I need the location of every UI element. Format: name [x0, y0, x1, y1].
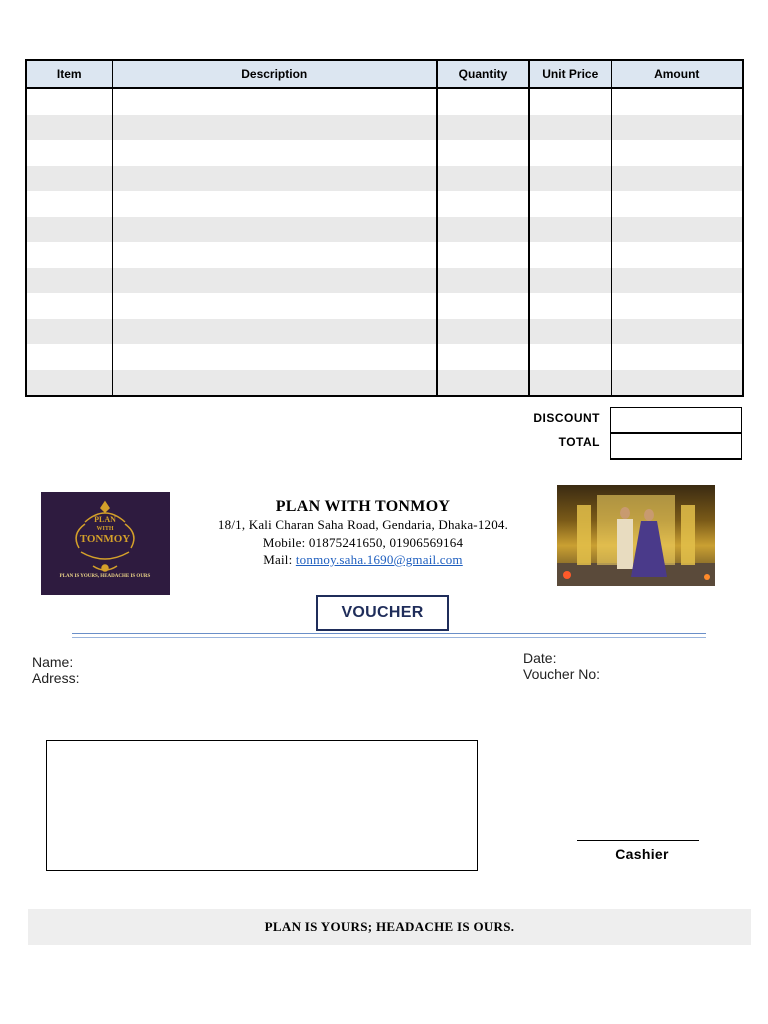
description-cell[interactable] [112, 191, 437, 217]
notes-box[interactable] [46, 740, 478, 871]
item-cell[interactable] [26, 140, 112, 166]
quantity-cell[interactable] [437, 140, 529, 166]
name-label: Name: [32, 654, 74, 670]
company-info [180, 498, 546, 569]
unit-price-cell[interactable] [529, 166, 611, 192]
item-cell[interactable] [26, 319, 112, 345]
amount-cell[interactable] [611, 88, 743, 115]
amount-cell[interactable] [611, 217, 743, 243]
col-header-unit-price: Unit Price [529, 60, 611, 88]
description-cell[interactable] [112, 217, 437, 243]
table-row [26, 88, 743, 115]
event-photo [557, 485, 715, 586]
item-cell[interactable] [26, 217, 112, 243]
amount-cell[interactable] [611, 140, 743, 166]
company-logo [41, 492, 170, 595]
quantity-cell[interactable] [437, 88, 529, 115]
amount-cell[interactable] [611, 370, 743, 397]
quantity-cell[interactable] [437, 166, 529, 192]
description-cell[interactable] [112, 140, 437, 166]
description-cell[interactable] [112, 370, 437, 397]
unit-price-cell[interactable] [529, 370, 611, 397]
unit-price-cell[interactable] [529, 191, 611, 217]
item-cell[interactable] [26, 88, 112, 115]
quantity-cell[interactable] [437, 370, 529, 397]
item-cell[interactable] [26, 293, 112, 319]
col-header-description: Description [112, 60, 437, 88]
quantity-cell[interactable] [437, 344, 529, 370]
date-label: Date: [523, 650, 557, 666]
item-cell[interactable] [26, 344, 112, 370]
logo-line1: PLAN [94, 515, 116, 524]
table-row [26, 344, 743, 370]
mail-link[interactable]: tonmoy.saha.1690@gmail.com [295, 552, 463, 567]
item-cell[interactable] [26, 166, 112, 192]
description-cell[interactable] [112, 88, 437, 115]
table-row [26, 242, 743, 268]
voucher-title: VOUCHER [316, 595, 449, 631]
table-row [26, 319, 743, 345]
amount-cell[interactable] [611, 293, 743, 319]
description-cell[interactable] [112, 268, 437, 294]
item-cell[interactable] [26, 268, 112, 294]
unit-price-cell[interactable] [529, 293, 611, 319]
quantity-cell[interactable] [437, 217, 529, 243]
divider-top [72, 633, 706, 634]
logo-line2: WITH [96, 526, 114, 532]
table-row [26, 140, 743, 166]
logo-line3: TONMOY [79, 533, 131, 545]
amount-cell[interactable] [611, 242, 743, 268]
unit-price-cell[interactable] [529, 88, 611, 115]
unit-price-cell[interactable] [529, 268, 611, 294]
item-cell[interactable] [26, 242, 112, 268]
unit-price-cell[interactable] [529, 115, 611, 141]
table-row [26, 217, 743, 243]
description-cell[interactable] [112, 319, 437, 345]
quantity-cell[interactable] [437, 293, 529, 319]
company-name: PLAN WITH TONMOY [275, 498, 451, 515]
table-row [26, 268, 743, 294]
logo-tagline: PLAN IS YOURS, HEADACHE IS OURS [59, 574, 151, 579]
description-cell[interactable] [112, 242, 437, 268]
discount-field[interactable] [610, 407, 742, 433]
quantity-cell[interactable] [437, 191, 529, 217]
logo-emblem-icon [41, 492, 170, 595]
voucher-no-label: Voucher No: [523, 666, 601, 682]
description-cell[interactable] [112, 293, 437, 319]
cashier-label: Cashier [615, 846, 669, 862]
discount-label: DISCOUNT [533, 411, 600, 425]
event-photo-image [557, 485, 715, 586]
col-header-amount: Amount [611, 60, 743, 88]
item-cell[interactable] [26, 191, 112, 217]
amount-cell[interactable] [611, 344, 743, 370]
table-row [26, 166, 743, 192]
table-row [26, 293, 743, 319]
description-cell[interactable] [112, 166, 437, 192]
unit-price-cell[interactable] [529, 217, 611, 243]
quantity-cell[interactable] [437, 268, 529, 294]
table-body [26, 88, 743, 396]
company-mobile: Mobile: 01875241650, 01906569164 [262, 534, 464, 550]
description-cell[interactable] [112, 115, 437, 141]
description-cell[interactable] [112, 344, 437, 370]
quantity-cell[interactable] [437, 319, 529, 345]
amount-cell[interactable] [611, 319, 743, 345]
item-cell[interactable] [26, 115, 112, 141]
quantity-cell[interactable] [437, 242, 529, 268]
unit-price-cell[interactable] [529, 242, 611, 268]
company-address: 18/1, Kali Charan Saha Road, Gendaria, Dhaka-1204. [217, 517, 509, 532]
divider-bottom [72, 637, 706, 638]
quantity-cell[interactable] [437, 115, 529, 141]
address-label: Adress: [32, 670, 80, 686]
table-header-row [26, 60, 743, 88]
amount-cell[interactable] [611, 115, 743, 141]
amount-cell[interactable] [611, 191, 743, 217]
col-header-quantity: Quantity [437, 60, 529, 88]
total-label: TOTAL [558, 435, 600, 449]
company-mail-line [180, 551, 546, 569]
items-table [25, 59, 744, 397]
unit-price-cell[interactable] [529, 140, 611, 166]
table-row [26, 115, 743, 141]
unit-price-cell[interactable] [529, 344, 611, 370]
amount-cell[interactable] [611, 166, 743, 192]
col-header-item: Item [26, 60, 112, 88]
signature-line [577, 840, 699, 841]
table-row [26, 370, 743, 397]
unit-price-cell[interactable] [529, 319, 611, 345]
mail-label: Mail: [263, 552, 296, 567]
total-field[interactable] [610, 433, 742, 460]
table-row [26, 191, 743, 217]
footer-slogan: PLAN IS YOURS; HEADACHE IS OURS. [28, 909, 751, 945]
amount-cell[interactable] [611, 268, 743, 294]
item-cell[interactable] [26, 370, 112, 397]
